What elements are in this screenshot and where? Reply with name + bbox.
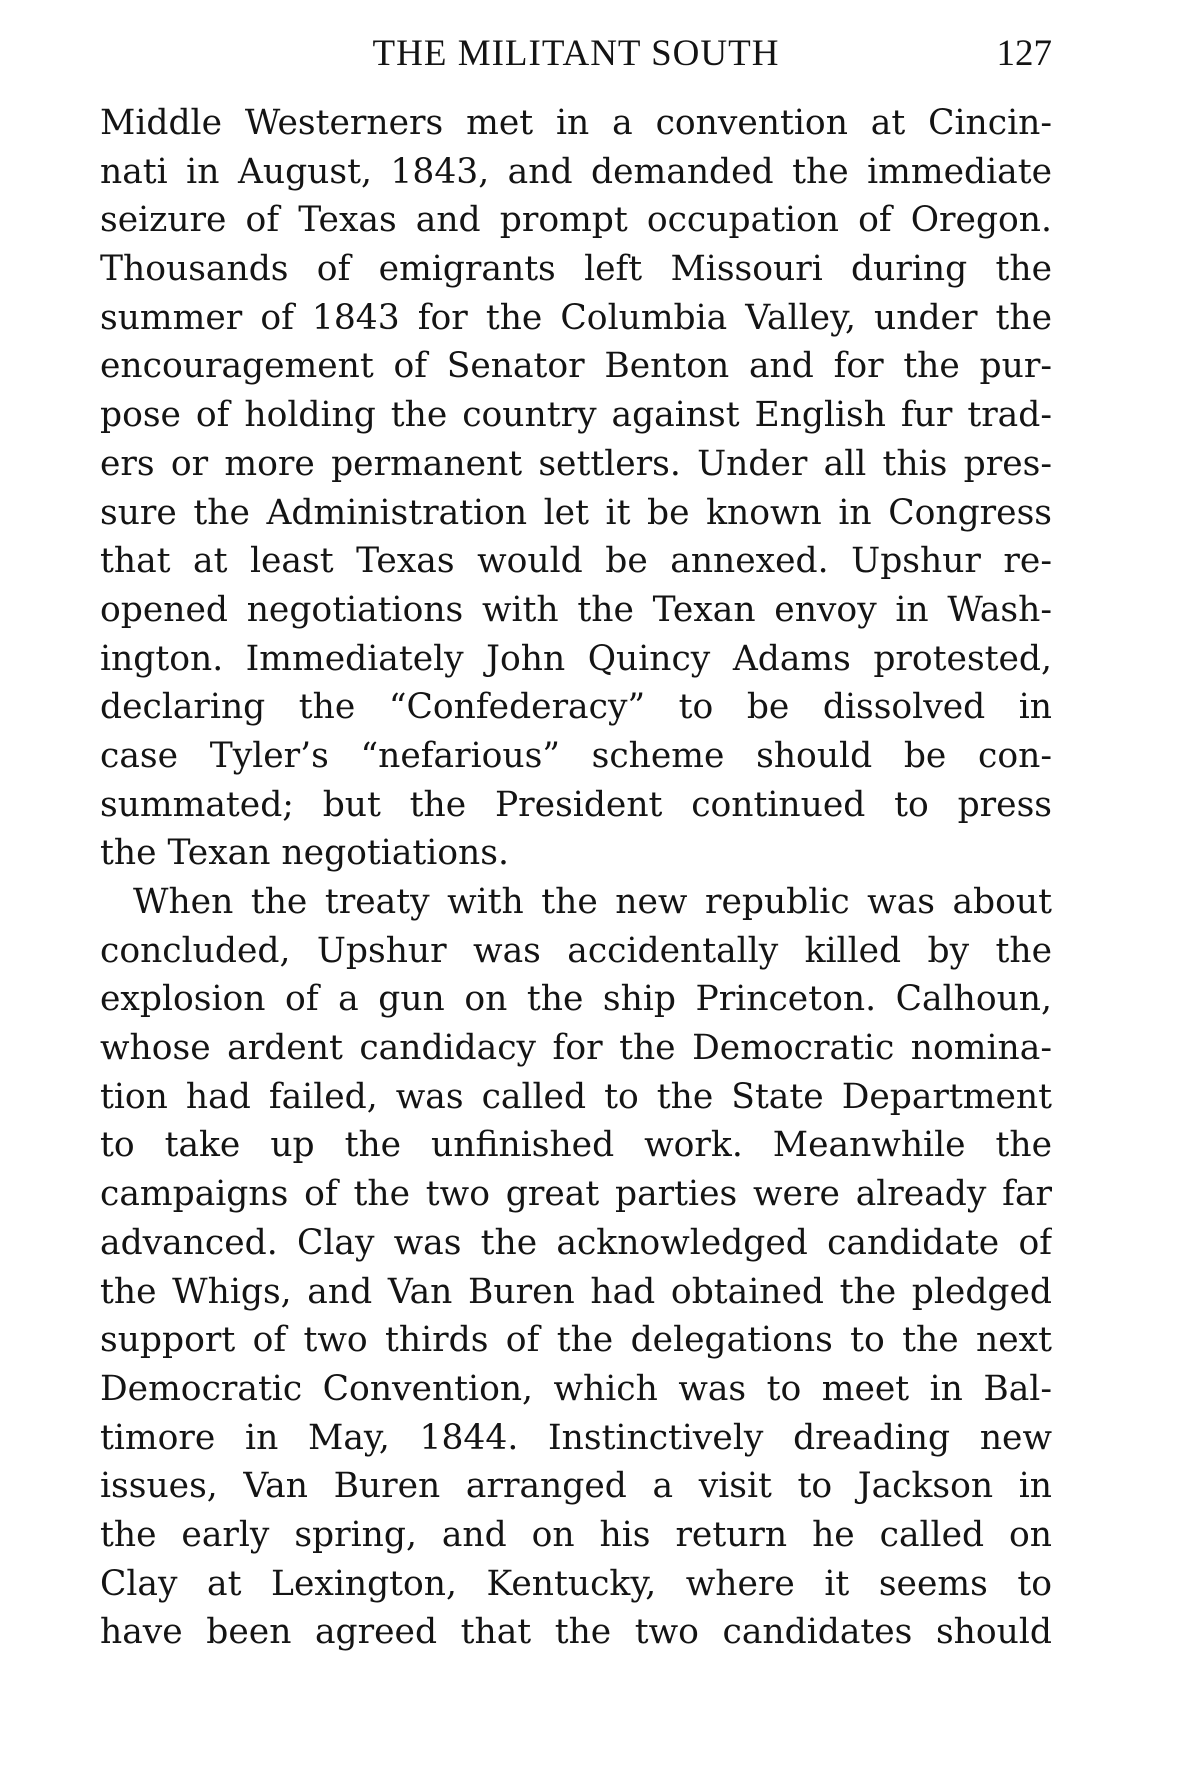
text-line: concluded, Upshur was accidentally killed by the [100, 930, 1052, 971]
text-line: seizure of Texas and prompt occupation of Oregon. [100, 200, 1052, 241]
text-line: advanced. Clay was the acknowledged candidate of [100, 1222, 1052, 1263]
text-line: have been agreed that the two candidates should [100, 1612, 1052, 1653]
text-line: tion had failed, was called to the State Department [100, 1076, 1052, 1117]
text-line: explosion of a gun on the ship Princeton. Calhoun, [100, 979, 1052, 1020]
running-head-title: THE MILITANT SOUTH [372, 33, 780, 74]
page-number: 127 [996, 33, 1052, 74]
text-line: to take up the unfinished work. Meanwhile the [100, 1125, 1052, 1166]
text-line: the Whigs, and Van Buren had obtained the pledged [100, 1271, 1052, 1312]
paragraph-2 [100, 878, 1052, 1657]
text-line: ers or more permanent settlers. Under all this pres- [100, 443, 1052, 484]
text-line: Middle Westerners met in a convention at Cincin- [100, 103, 1052, 143]
text-line: summated; but the President continued to press [100, 784, 1052, 825]
paragraph-1 [100, 99, 1052, 878]
text-line: that at least Texas would be annexed. Upshur re- [100, 541, 1052, 582]
text-line: summer of 1843 for the Columbia Valley, under the [100, 297, 1052, 338]
text-line: Clay at Lexington, Kentucky, where it seems to [100, 1563, 1052, 1604]
running-head [100, 30, 1052, 78]
text-line: encouragement of Senator Benton and for the pur- [100, 346, 1052, 387]
text-line: the Texan negotiations. [100, 833, 509, 874]
body-text [100, 99, 1052, 1657]
text-line: campaigns of the two great parties were already far [100, 1174, 1052, 1215]
text-line: issues, Van Buren arranged a visit to Jackson in [100, 1466, 1052, 1507]
text-line: ington. Immediately John Quincy Adams protested, [100, 638, 1052, 679]
text-line: sure the Administration let it be known in Congress [100, 492, 1052, 533]
text-line: declaring the “Confederacy” to be dissolved in [100, 687, 1052, 728]
text-line: support of two thirds of the delegations to the next [100, 1320, 1052, 1361]
text-line: Thousands of emigrants left Missouri during the [100, 249, 1052, 290]
text-line: whose ardent candidacy for the Democratic nomina- [100, 1028, 1052, 1069]
text-line: opened negotiations with the Texan envoy in Wash- [100, 589, 1052, 630]
text-line: timore in May, 1844. Instinctively dreading new [100, 1417, 1052, 1458]
text-line: pose of holding the country against English fur trad- [100, 395, 1052, 436]
text-line: case Tyler’s “nefarious” scheme should be con- [100, 735, 1052, 776]
text-line: When the treaty with the new republic was about [133, 882, 1052, 922]
text-line: Democratic Convention, which was to meet in Bal- [100, 1368, 1052, 1409]
text-line: nati in August, 1843, and demanded the immediate [100, 151, 1052, 192]
text-line: the early spring, and on his return he called on [100, 1514, 1052, 1555]
